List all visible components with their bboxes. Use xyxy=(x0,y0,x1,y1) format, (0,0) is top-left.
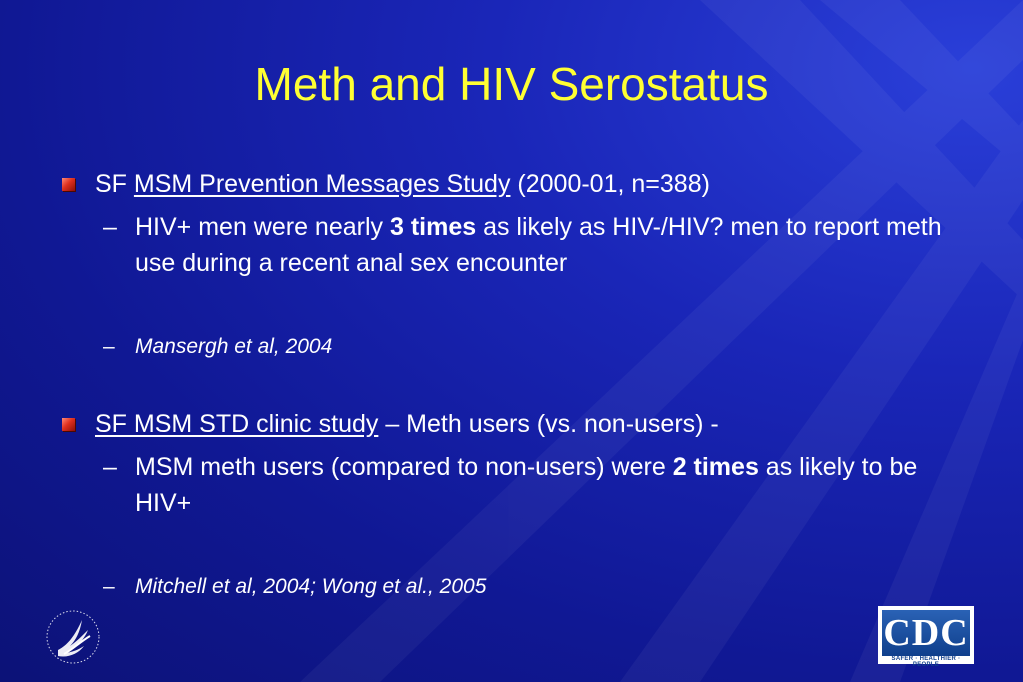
cdc-logo-letters: CDC xyxy=(883,612,969,654)
reference-2 xyxy=(103,569,965,605)
sub-bullet-1-post: as likely as HIV-/HIV? men to report meth use during a recent anal sex encounter xyxy=(135,213,942,277)
bullet-1-suffix: (2000-01, n=388) xyxy=(510,170,710,198)
bullet-square-icon xyxy=(62,418,75,431)
bullet-item-2 xyxy=(95,406,975,442)
sub-bullet-2-pre: MSM meth users (compared to non-users) were xyxy=(135,453,673,481)
dash-marker: – xyxy=(103,213,117,241)
reference-2-text: Mitchell et al, 2004; Wong et al., 2005 xyxy=(135,575,487,598)
sub-bullet-1-emphasis: 3 times xyxy=(389,213,477,241)
cdc-logo-tagline: SAFER · HEALTHIER · PEOPLE xyxy=(891,656,961,668)
bullet-square-icon xyxy=(62,178,75,191)
bullet-1-prefix: SF xyxy=(95,170,134,198)
reference-1 xyxy=(103,329,965,365)
reference-1-text: Mansergh et al, 2004 xyxy=(135,335,333,358)
bullet-2-suffix: – Meth users (vs. non-users) - xyxy=(378,410,719,438)
dash-marker: – xyxy=(103,335,115,358)
slide-title: Meth and HIV Serostatus xyxy=(254,58,769,110)
sub-bullet-1 xyxy=(103,209,965,281)
study-link-2[interactable]: SF MSM STD clinic study xyxy=(95,410,379,438)
sub-bullet-2-emphasis: 2 times xyxy=(672,453,759,481)
bullet-item-1 xyxy=(95,166,975,202)
study-link-1[interactable]: MSM Prevention Messages Study xyxy=(133,170,511,198)
sub-bullet-2 xyxy=(103,449,965,521)
dash-marker: – xyxy=(103,453,117,481)
sub-bullet-1-pre: HIV+ men were nearly xyxy=(135,213,390,241)
dash-marker: – xyxy=(103,575,115,598)
sub-bullet-2-post: as likely to be HIV+ xyxy=(135,453,918,517)
hhs-eagle-seal-icon xyxy=(44,606,102,668)
cdc-logo xyxy=(878,606,974,668)
cdc-logo-panel xyxy=(882,610,970,656)
